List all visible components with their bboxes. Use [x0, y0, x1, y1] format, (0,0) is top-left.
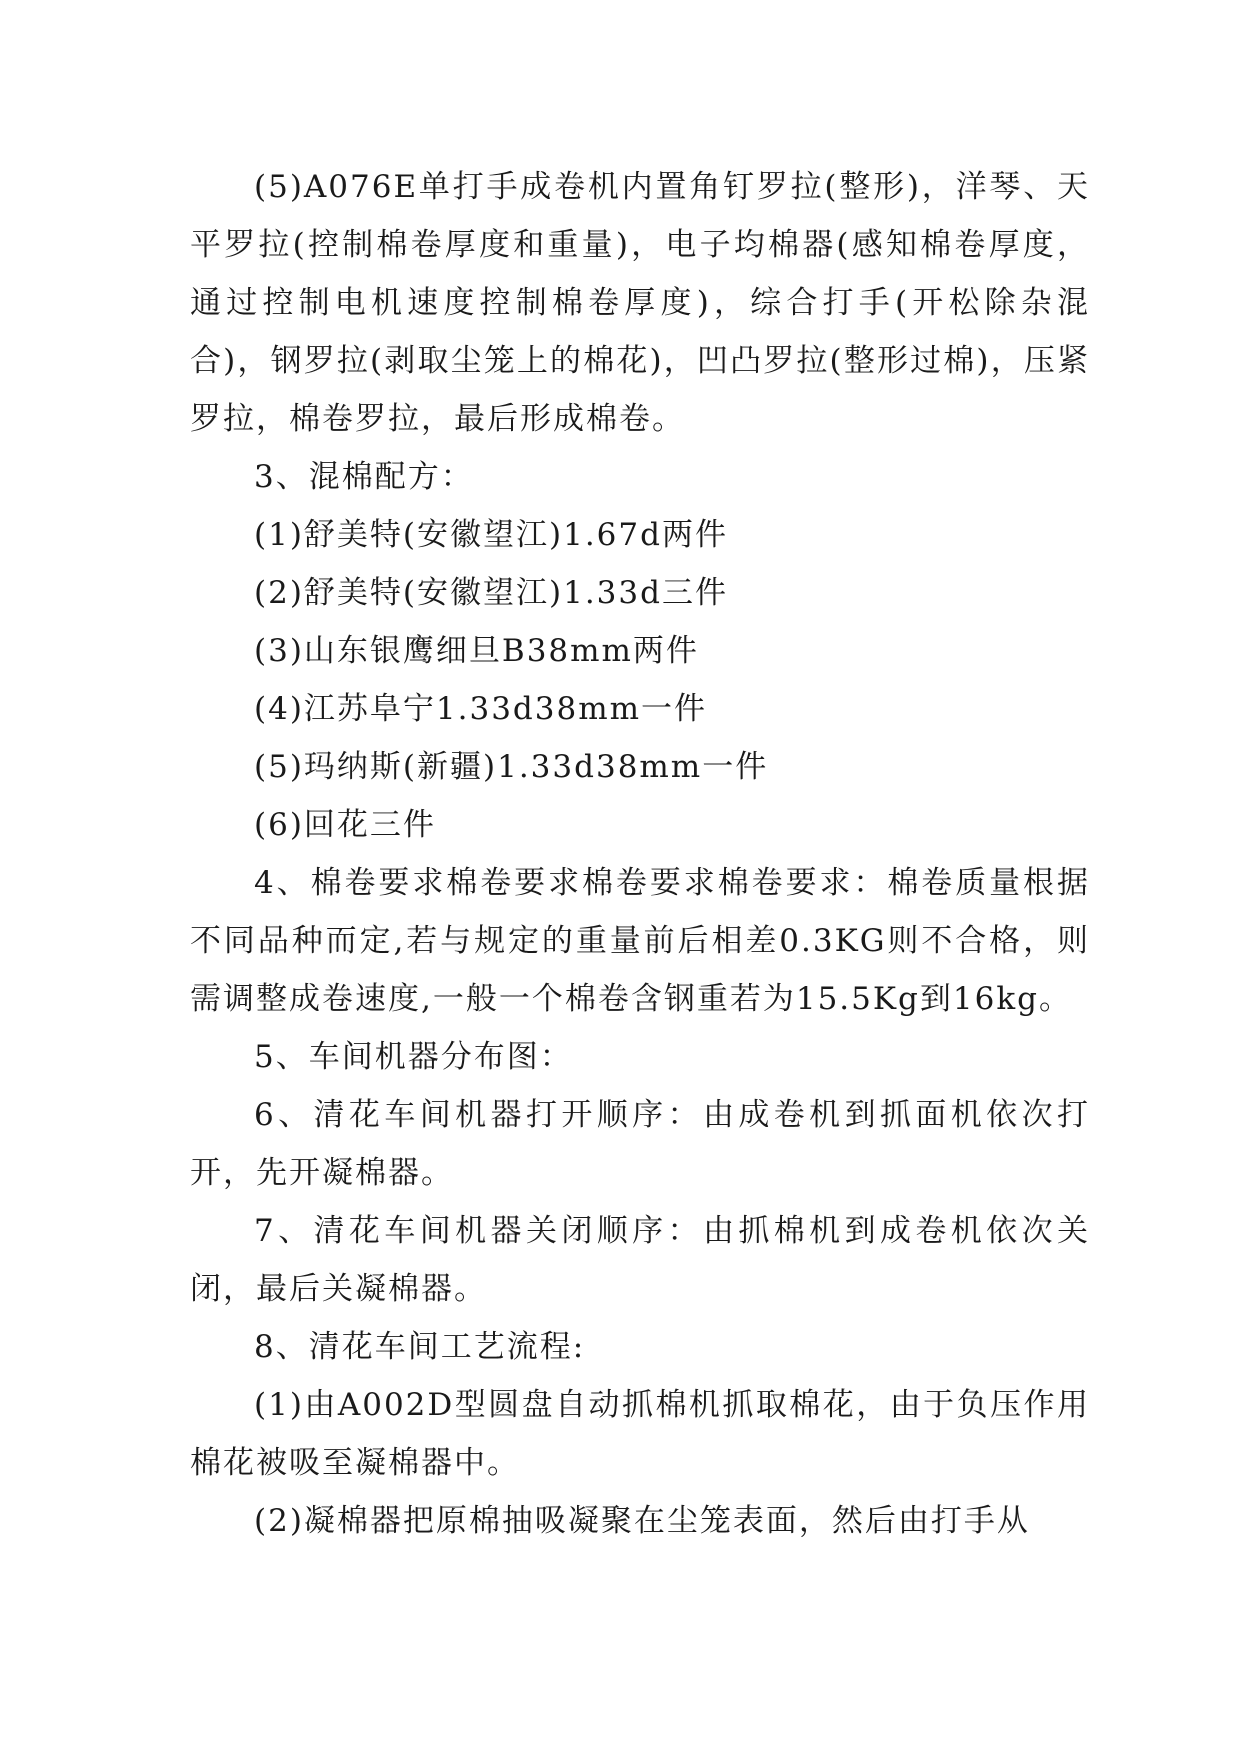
list-item: (6)回花三件: [254, 807, 436, 843]
paragraph-lap-requirements: 4、棉卷要求棉卷要求棉卷要求棉卷要求：棉卷质量根据不同品种而定,若与规定的重量前后相差0.3KG则不合格，则需调整成卷速度,一般一个棉卷含钢重若为15.5Kg到16kg。: [190, 865, 1090, 1017]
list-item: (2)舒美特(安徽望江)1.33d三件: [254, 575, 728, 611]
paragraph-startup-order: 6、清花车间机器打开顺序：由成卷机到抓面机依次打开，先开凝棉器。: [190, 1097, 1090, 1191]
heading-blend-formula: 3、混棉配方：: [254, 459, 474, 495]
list-item: (4)江苏阜宁1.33d38mm一件: [254, 691, 708, 727]
list-item: (3)山东银鹰细旦B38mm两件: [254, 633, 699, 669]
paragraph-flow-step-1: (1)由A002D型圆盘自动抓棉机抓取棉花，由于负压作用棉花被吸至凝棉器中。: [190, 1387, 1090, 1481]
heading-machine-layout: 5、车间机器分布图：: [254, 1039, 573, 1075]
heading-process-flow: 8、清花车间工艺流程:: [254, 1329, 586, 1365]
paragraph-flow-step-2: (2)凝棉器把原棉抽吸凝聚在尘笼表面，然后由打手从: [254, 1503, 1030, 1539]
list-item: (5)玛纳斯(新疆)1.33d38mm一件: [254, 749, 769, 785]
list-item: (1)舒美特(安徽望江)1.67d两件: [254, 517, 728, 553]
document-body: [190, 158, 1090, 1550]
paragraph-shutdown-order: 7、清花车间机器关闭顺序：由抓棉机到成卷机依次关闭，最后关凝棉器。: [190, 1213, 1090, 1307]
paragraph-a076e-machine: (5)A076E单打手成卷机内置角钉罗拉(整形)，洋琴、天平罗拉(控制棉卷厚度和重量)，电子均棉器(感知棉卷厚度，通过控制电机速度控制棉卷厚度)，综合打手(开松除杂混合)，钢罗拉(剥取尘笼上的棉花)，凹凸罗拉(整形过棉)，压紧罗拉，棉卷罗拉，最后形成棉卷。: [190, 169, 1090, 437]
